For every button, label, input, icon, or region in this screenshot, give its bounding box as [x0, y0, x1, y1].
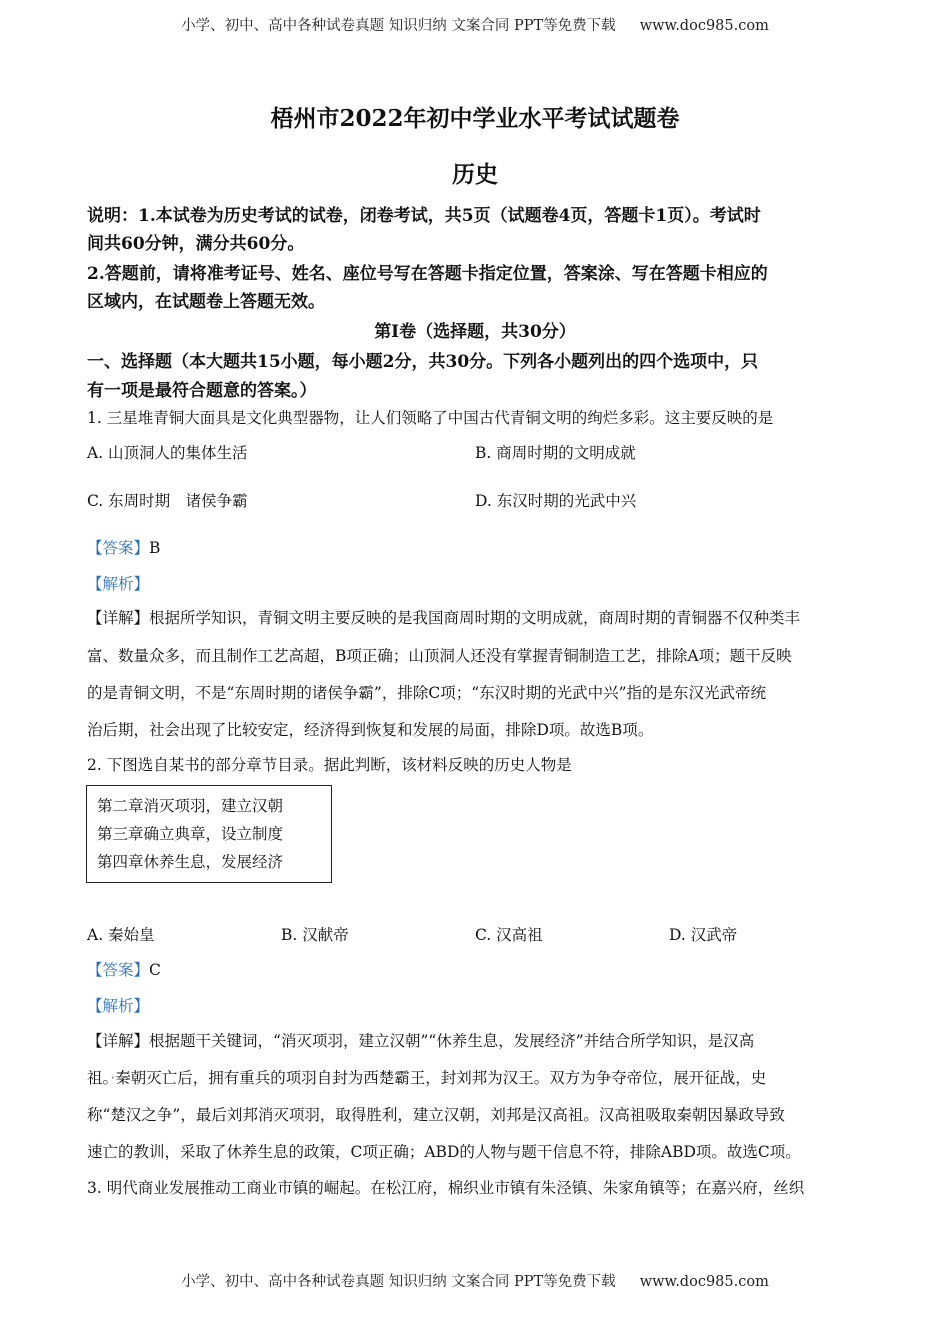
instruction-line-2: 间共60分钟，满分共60分。 [87, 234, 305, 254]
q1-analysis-tag: 【解析】 [87, 575, 150, 593]
q1-option-c: C. 东周时期 诸侯争霸 [87, 492, 248, 510]
q1-answer [87, 536, 867, 558]
q2-option-b: B. 汉献帝 [281, 926, 349, 944]
q1-detail-line-4: 治后期，社会出现了比较安定，经济得到恢复和发展的局面，排除D项。故选B项。 [87, 721, 654, 739]
q2-box-line-2: 第三章确立典章，设立制度 [97, 825, 284, 843]
q1-detail-text-1: 根据所学知识，青铜文明主要反映的是我国商周时期的文明成就，商周时期的青铜器不仅种类丰 [149, 609, 801, 627]
q1-option-d: D. 东汉时期的光武中兴 [475, 492, 637, 510]
q1-stem: 1. 三星堆青铜大面具是文化典型器物，让人们领略了中国古代青铜文明的绚烂多彩。这主要反映的是 [87, 409, 774, 427]
header-text: 小学、初中、高中各种试卷真题 知识归纳 文案合同 PPT等免费下载 [181, 18, 616, 34]
q2-answer-value: C [149, 961, 161, 979]
q1-answer-tag: 【答案】 [87, 539, 150, 557]
q2-detail-tag: 【详解】 [87, 1032, 150, 1050]
q2-option-c: C. 汉高祖 [475, 926, 543, 944]
q1-option-a: A. 山顶洞人的集体生活 [87, 444, 248, 462]
q2-detail-text-1: 根据题干关键词，“消灭项羽，建立汉朝”“休养生息，发展经济”并结合所学知识，是汉高 [149, 1032, 755, 1050]
q1-detail-line-1 [87, 606, 867, 628]
q2-material-box [86, 785, 332, 883]
instruction-line-1: 说明：1.本试卷为历史考试的试卷，闭卷考试，共5页（试题卷4页，答题卡1页）。考试时 [87, 206, 761, 226]
q2-stem: 2. 下图选自某书的部分章节目录。据此判断，该材料反映的历史人物是 [87, 756, 572, 774]
instruction-line-4: 区域内，在试题卷上答题无效。 [87, 292, 325, 312]
q2-detail-line-3: 称“楚汉之争”，最后刘邦消灭项羽，取得胜利，建立汉朝，刘邦是汉高祖。汉高祖吸取秦朝因暴政导致 [87, 1106, 785, 1124]
q2-option-a: A. 秦始皇 [87, 926, 155, 944]
q2-box-line-1: 第二章消灭项羽，建立汉朝 [97, 797, 284, 815]
exam-title: 梧州市2022年初中学业水平考试试题卷 [270, 105, 680, 132]
q2-detail-text-2a: 祖。 [87, 1069, 111, 1087]
q2-option-d: D. 汉武帝 [669, 926, 738, 944]
q3-stem: 3. 明代商业发展推动工商业市镇的崛起。在松江府，棉织业市镇有朱泾镇、朱家角镇等；在嘉兴府，丝织 [87, 1179, 805, 1197]
q1-answer-value: B [149, 539, 161, 557]
page-header [0, 14, 950, 35]
part-title: 第I卷（选择题，共30分） [374, 322, 576, 342]
q2-answer [87, 958, 867, 980]
q2-detail-text-2b: 秦朝灭亡后，拥有重兵的项羽自封为西楚霸王，封刘邦为汉王。双方为争夺帝位，展开征战，史 [115, 1069, 767, 1087]
q2-detail-line-4: 速亡的教训，采取了休养生息的政策，C项正确；ABD的人物与题干信息不符，排除ABD项。故选C项。 [87, 1143, 801, 1161]
section-line-1: 一、选择题（本大题共15小题，每小题2分，共30分。下列各小题列出的四个选项中，只 [87, 352, 759, 372]
q2-detail-dot: · [110, 1069, 116, 1087]
footer-url[interactable]: www.doc985.com [639, 1274, 769, 1290]
q1-detail-line-2: 富、数量众多，而且制作工艺高超，B项正确；山顶洞人还没有掌握青铜制造工艺，排除A项；题干反映 [87, 647, 792, 665]
page-footer [0, 1270, 950, 1291]
q1-option-b: B. 商周时期的文明成就 [475, 444, 636, 462]
q2-detail-line-1 [87, 1029, 867, 1051]
q2-analysis-tag: 【解析】 [87, 997, 150, 1015]
q1-detail-line-3: 的是青铜文明，不是“东周时期的诸侯争霸”，排除C项；“东汉时期的光武中兴”指的是东汉光武帝统 [87, 684, 767, 702]
instruction-line-3: 2.答题前，请将准考证号、姓名、座位号写在答题卡指定位置，答案涂、写在答题卡相应的 [87, 264, 768, 284]
subject-title: 历史 [452, 161, 498, 188]
section-line-2: 有一项是最符合题意的答案。） [87, 381, 317, 401]
q2-detail-line-2 [87, 1066, 867, 1088]
q2-box-line-3: 第四章休养生息，发展经济 [97, 853, 284, 871]
q2-answer-tag: 【答案】 [87, 961, 150, 979]
footer-text: 小学、初中、高中各种试卷真题 知识归纳 文案合同 PPT等免费下载 [181, 1274, 616, 1290]
header-url[interactable]: www.doc985.com [639, 18, 769, 34]
q1-detail-tag: 【详解】 [87, 609, 150, 627]
